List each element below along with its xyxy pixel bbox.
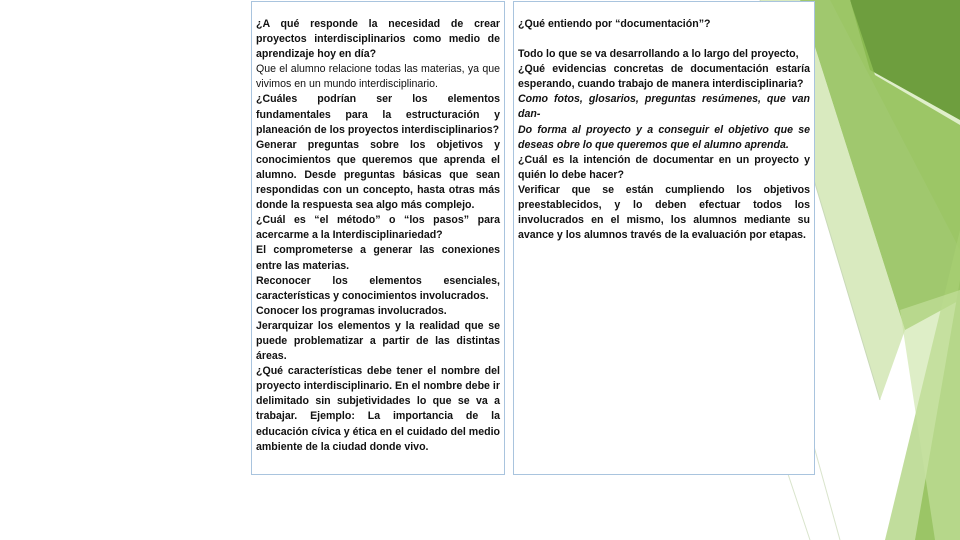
paragraph: Todo lo que se va desarrollando a lo largo del proyecto,	[518, 48, 799, 61]
right-text-panel	[513, 1, 815, 475]
paragraph: Como fotos, glosarios, preguntas resúmenes, que van dan-	[518, 93, 810, 121]
paragraph: Reconocer los elementos esenciales, características y conocimientos involucrados.	[256, 274, 500, 302]
paragraph: Generar preguntas sobre los objetivos y conocimientos que queremos que aprenda el alumno. Desde preguntas básicas que sean respondidas con un concepto, hasta otras más donde la respuesta sea algo más complejo.	[256, 138, 500, 212]
paragraph: Que el alumno relacione todas las materias, ya que vivimos en un mundo interdisciplinario.	[256, 63, 500, 91]
paragraph: ¿A qué responde la necesidad de crear proyectos interdisciplinarios como medio de aprendizaje hoy en día?	[256, 18, 500, 61]
paragraph: Verificar que se están cumpliendo los objetivos preestablecidos, y lo deben efectuar todos los involucrados en el mismo, los alumnos mediante su avance y los alumnos través de la evaluación por etapas.	[518, 183, 810, 242]
paragraph: Conocer los programas involucrados.	[256, 304, 447, 317]
paragraph: ¿Cuáles podrían ser los elementos fundamentales para la estructuración y planeación de los proyectos interdisciplinarios?	[256, 93, 500, 136]
paragraph: ¿Qué evidencias concretas de documentación estaría esperando, cuando trabajo de manera interdisciplinaria?	[518, 63, 810, 91]
paragraph: ¿Qué características debe tener el nombre del proyecto interdisciplinario. En el nombre debe ir delimitado sin subjetividades lo que se va a trabajar. Ejemplo: La importancia de la educación cívica y ética en el cuidado del medio ambiente de la ciudad donde vivo.	[256, 365, 500, 453]
paragraph: El comprometerse a generar las conexiones entre las materias.	[256, 244, 500, 272]
paragraph: Jerarquizar los elementos y la realidad que se puede problematizar a partir de las distintas áreas.	[256, 319, 500, 363]
paragraph: ¿Qué entiendo por “documentación”?	[518, 18, 711, 30]
paragraph: ¿Cuál es “el método” o “los pasos” para acercarme a la Interdisciplinariedad?	[256, 214, 500, 242]
left-text-panel	[251, 1, 505, 475]
paragraph: Do forma al proyecto y a conseguir el objetivo que se deseas obre lo que queremos que el alumno aprenda.	[518, 123, 810, 151]
paragraph-spacer	[518, 32, 810, 47]
paragraph: ¿Cuál es la intención de documentar en un proyecto y quién lo debe hacer?	[518, 153, 810, 181]
